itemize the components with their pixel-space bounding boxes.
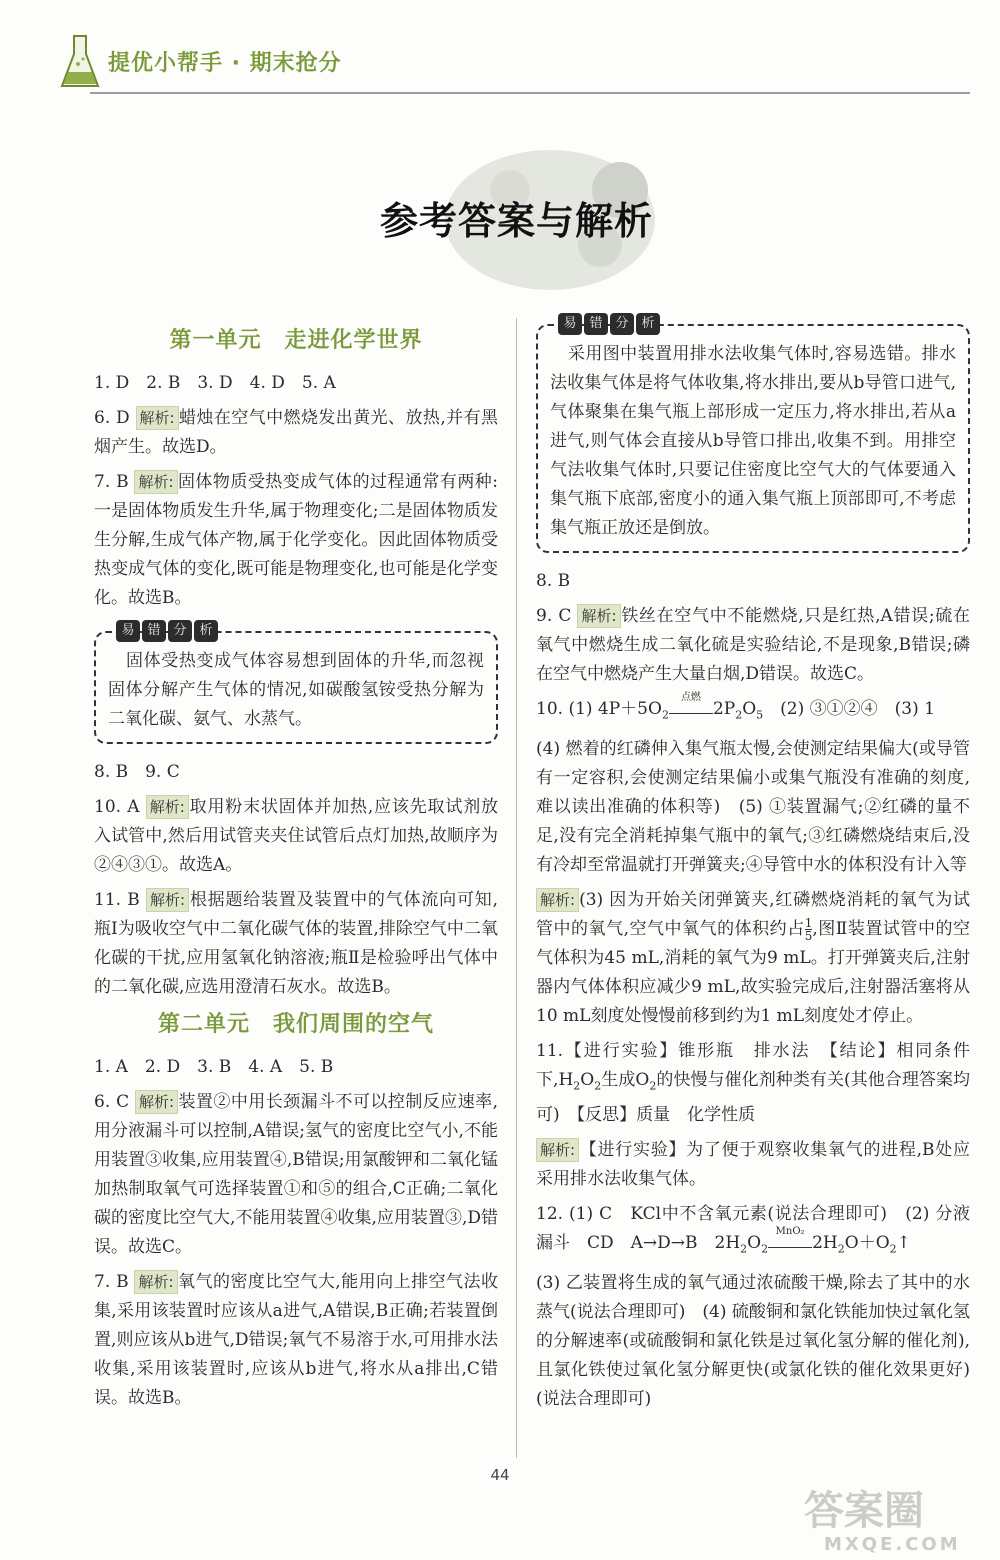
tip-badge: 易 错 分 析	[116, 620, 218, 642]
right-column	[536, 318, 970, 1420]
analysis-tag: 解析:	[536, 888, 579, 912]
reaction-arrow: 点燃	[669, 703, 713, 714]
answer-line: 1. D 2. B 3. D 4. D 5. A	[94, 373, 336, 393]
answer-item: 6. D 解析: 蜡烛在空气中燃烧发出黄光、放热,并有黑烟产生。故选D。	[94, 408, 498, 457]
analysis-tag: 解析:	[536, 1138, 579, 1162]
error-analysis-box	[94, 623, 498, 744]
answer-line: 1. A 2. D 3. B 4. A 5. B	[94, 1057, 334, 1077]
answer-item: 11. B 解析: 根据题给装置及装置中的气体流向可知,瓶Ⅰ为吸收空气中二氧化碳气体的装置,排除空气中二氧化碳的干扰,应用氢氧化钠溶液;瓶Ⅱ是检验呼出气体中的二氧化碳,应选用澄清石灰水。故选B。	[94, 890, 499, 997]
fraction: $\frac{1}{5}$	[804, 916, 813, 944]
column-divider	[516, 318, 517, 1458]
title-banner	[360, 150, 670, 310]
reaction-arrow: MnO₂	[768, 1237, 812, 1248]
answer-item: (3) 乙装置将生成的氧气通过浓硫酸干燥,除去了其中的水蒸气(说法合理即可) (4) 硫酸铜和氯化铁能加快过氧化氢的分解速率(或硫酸铜和氯化铁是过氧化氢分解的催化剂),且氯化铁使过氧化氢分解更快(或氯化铁的催化效果更好)(说法合理即可)	[536, 1273, 970, 1410]
flask-icon	[60, 34, 100, 90]
answer-item: 12. (1) C KCl中不含氧元素(说法合理即可) (2) 分液漏斗 CD A→D→B $2H_2O_2$ MnO₂ $2H_2O+O_2↑$	[536, 1203, 970, 1256]
answer-line: 8. B 9. C	[94, 762, 180, 782]
analysis-tag: 解析:	[135, 1090, 178, 1114]
answer-line: 8. B	[536, 571, 571, 591]
analysis-tag: 解析:	[577, 604, 620, 628]
analysis-tag: 解析:	[136, 406, 179, 430]
page-header	[60, 34, 970, 94]
answer-item: 10. (1) $4P+5O_2$ 点燃 $2P_2O_5$ (2) ③①②④ (3) 1	[536, 692, 935, 722]
analysis-tag: 解析:	[146, 795, 189, 819]
watermark-url: MXQE.COM	[824, 1534, 961, 1555]
header-divider	[90, 92, 970, 94]
tip-text: 采用图中装置用排水法收集气体时,容易选错。排水法收集气体是将气体收集,将水排出,要从b导管口进气,气体聚集在集气瓶上部形成一定压力,将水排出,若从a进气,则气体会直接从b导管口排出,收集不到。用排空气法收集气体时,只要记住密度比空气大的气体要通入集气瓶下底部,密度小的通入集气瓶上顶部即可,不考虑集气瓶正放还是倒放。	[550, 344, 956, 538]
page-number: 44	[490, 1466, 510, 1484]
page-title: 参考答案与解析	[380, 198, 654, 243]
tip-badge: 易 错 分 析	[558, 313, 660, 335]
answer-item: 6. C 解析: 装置②中用长颈漏斗不可以控制反应速率,用分液漏斗可以控制,A错误;氢气的密度比空气小,不能用装置③收集,应用装置④,B错误;用氯酸钾和二氧化锰加热制取氧气可选择装置①和⑤的组合,C正确;二氧化碳的密度比空气大,不能用装置④收集,应用装置③,D错误。故选C。	[94, 1092, 498, 1257]
tip-text: 固体受热变成气体容易想到固体的升华,而忽视固体分解产生气体的情况,如碳酸氢铵受热分解为二氧化碳、氨气、水蒸气。	[108, 651, 484, 729]
answer-item: 7. B 解析: 固体物质受热变成气体的过程通常有两种:一是固体物质发生升华,属于物理变化;二是固体物质发生分解,生成气体产物,属于化学变化。因此固体物质受热变成气体的变化,既可能是物理变化,也可能是化学变化。故选B。	[94, 472, 498, 608]
analysis-tag: 解析:	[134, 1270, 177, 1294]
answer-item: 7. B 解析: 氧气的密度比空气大,能用向上排空气法收集,采用该装置时应该从a进气,A错误,B正确;若装置倒置,则应该从b进气,D错误;氧气不易溶于水,可用排水法收集,采用该装置时,应该从b进气,将水从a排出,C错误。故选B。	[94, 1272, 498, 1408]
answer-item: 解析: (3) 因为开始关闭弹簧夹,红磷燃烧消耗的氧气为试管中的氧气,空气中氧气的体积约占 $\frac{1}{5}$ ,图Ⅱ装置试管中的空气体积为45 mL,消耗的氧气为9 mL。打开弹簧夹后,注射器内气体体积应减少9 mL,故实验完成后,注射器活塞将从10 mL刻度处慢慢前移到约为1 mL刻度处才停止。	[536, 890, 970, 1027]
left-column	[94, 318, 498, 1419]
answer-item: 9. C 解析: 铁丝在空气中不能燃烧,只是红热,A错误;硫在氧气中燃烧生成二氧化硫是实验结论,不是现象,B错误;磷在空气中燃烧产生大量白烟,D错误。故选C。	[536, 606, 971, 684]
analysis-tag: 解析:	[134, 470, 177, 494]
answer-item: 11.【进行实验】锥形瓶 排水法 【结论】相同条件下$,H_2O_2$生成$O_2$的快慢与催化剂种类有关(其他合理答案均可) 【反思】质量 化学性质	[536, 1041, 971, 1125]
answer-item: (4) 燃着的红磷伸入集气瓶太慢,会使测定结果偏大(或导管有一定容积,会使测定结果偏小或集气瓶没有准确的刻度,难以读出准确的体积等) (5) ①装置漏气;②红磷的量不足,没有完全消耗掉集气瓶中的氧气;③红磷燃烧结束后,没有冷却至常温就打开弹簧夹;④导管中水的体积没有计入等	[536, 739, 970, 876]
watermark-main: 答案圈	[804, 1488, 924, 1534]
watermark-logo	[800, 1480, 990, 1555]
brand-title: 提优小帮手 · 期末抢分	[108, 51, 342, 76]
answer-item: 解析: 【进行实验】为了便于观察收集氧气的进程,B处应采用排水法收集气体。	[536, 1139, 970, 1189]
unit-title: 第二单元 我们周围的空气	[157, 1012, 434, 1037]
analysis-tag: 解析:	[146, 888, 189, 912]
answer-item: 10. A 解析: 取用粉末状固体并加热,应该先取试剂放入试管中,然后用试管夹夹住试管后点灯加热,故顺序为②④③①。故选A。	[94, 797, 499, 875]
unit-title: 第一单元 走进化学世界	[169, 328, 423, 353]
error-analysis-box	[536, 316, 970, 553]
